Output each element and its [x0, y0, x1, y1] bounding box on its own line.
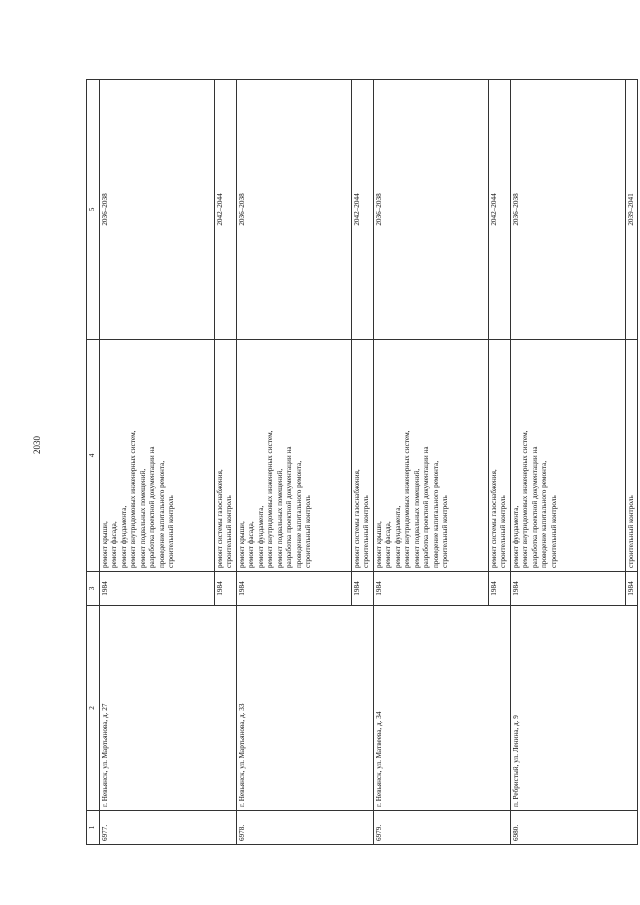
- work-item: ремонт фасада,: [384, 521, 392, 568]
- work-item: ремонт подвальных помещений,: [412, 468, 421, 568]
- works-list: [214, 340, 236, 572]
- work-item: ремонт фундамента,: [119, 505, 128, 568]
- works-list: [625, 340, 638, 572]
- work-item: ремонт крыши,: [237, 521, 246, 568]
- work-item: ремонт системы газоснабжения,: [215, 469, 224, 568]
- build-year: 1984: [625, 572, 638, 606]
- works-list: [488, 340, 510, 572]
- work-item: строительный контроль: [441, 495, 449, 568]
- record-address: п. Ребристый, ул. Ленина, д. 9: [510, 606, 638, 811]
- work-item: разработка проектной документации на: [148, 446, 156, 568]
- work-item: строительный контроль: [626, 495, 635, 568]
- work-item: ремонт фундамента,: [511, 505, 520, 568]
- works-list: [510, 340, 625, 572]
- record-number: 6980.: [510, 811, 638, 845]
- work-item: проведение капитального ремонта,: [540, 460, 548, 568]
- record-number: 6979.: [373, 811, 510, 845]
- work-item: строительный контроль: [167, 495, 175, 568]
- table-header-row: [87, 80, 100, 845]
- works-list: [236, 340, 351, 572]
- repair-schedule-table: [86, 79, 638, 845]
- build-year: 1984: [510, 572, 625, 606]
- table-row: [510, 80, 625, 845]
- work-item: ремонт подвальных помещений,: [138, 468, 147, 568]
- work-item: строительный контроль: [362, 495, 370, 568]
- header-col-5: 5: [87, 80, 100, 340]
- record-address: г. Невьянск, ул. Мартьянова, д. 33: [236, 606, 373, 811]
- table-row: [99, 80, 214, 845]
- document-page: [86, 80, 635, 845]
- work-item: ремонт фасада,: [110, 521, 118, 568]
- header-col-4: 4: [87, 340, 100, 572]
- record-address: г. Невьянск, ул. Мартьянова, д. 27: [99, 606, 236, 811]
- build-year: 1984: [214, 572, 236, 606]
- work-item: проведение капитального ремонта,: [157, 460, 166, 568]
- work-item: разработка проектной документации на: [285, 446, 293, 568]
- header-col-1: 1: [87, 811, 100, 845]
- table-row: [236, 80, 351, 845]
- repair-period: 2039–2041: [625, 80, 638, 340]
- work-item: строительный контроль: [225, 495, 233, 568]
- work-item: ремонт системы газоснабжения,: [489, 469, 498, 568]
- work-item: ремонт внутридомовых инженерных систем,: [266, 430, 274, 568]
- build-year: 1984: [99, 572, 214, 606]
- work-item: ремонт фасада,: [247, 521, 255, 568]
- work-item: строительный контроль: [549, 495, 558, 568]
- build-year: 1984: [488, 572, 510, 606]
- works-list: [351, 340, 373, 572]
- work-item: ремонт фундамента,: [393, 505, 402, 568]
- record-number: 6978.: [236, 811, 373, 845]
- work-item: ремонт подвальных помещений,: [275, 468, 284, 568]
- work-item: ремонт крыши,: [374, 521, 383, 568]
- repair-period: 2036–2038: [236, 80, 351, 340]
- work-item: ремонт крыши,: [100, 521, 109, 568]
- work-item: ремонт внутридомовых инженерных систем,: [403, 430, 411, 568]
- record-number: 6977.: [99, 811, 236, 845]
- work-item: проведение капитального ремонта,: [294, 460, 303, 568]
- build-year: 1984: [351, 572, 373, 606]
- repair-period: 2036–2038: [99, 80, 214, 340]
- work-item: проведение капитального ремонта,: [431, 460, 440, 568]
- work-item: ремонт внутридомовых инженерных систем,: [129, 430, 137, 568]
- table-row: [373, 80, 488, 845]
- page-number: 2030: [32, 436, 42, 454]
- work-item: разработка проектной документации на: [530, 446, 539, 568]
- rotated-table-container: [86, 80, 635, 845]
- repair-period: 2042–2044: [488, 80, 510, 340]
- header-col-2: 2: [87, 606, 100, 811]
- works-list: [373, 340, 488, 572]
- work-item: ремонт системы газоснабжения,: [352, 469, 361, 568]
- build-year: 1984: [373, 572, 488, 606]
- repair-period: 2042–2044: [351, 80, 373, 340]
- repair-period: 2042–2044: [214, 80, 236, 340]
- work-item: строительный контроль: [499, 495, 507, 568]
- work-item: разработка проектной документации на: [422, 446, 430, 568]
- works-list: [99, 340, 214, 572]
- repair-period: 2036–2038: [373, 80, 488, 340]
- build-year: 1984: [236, 572, 351, 606]
- work-item: ремонт фундамента,: [256, 505, 265, 568]
- record-address: г. Невьянск, ул. Матвеева, д. 34: [373, 606, 510, 811]
- work-item: строительный контроль: [304, 495, 312, 568]
- repair-period: 2036–2038: [510, 80, 625, 340]
- work-item: ремонт внутридомовых инженерных систем,: [521, 430, 529, 568]
- header-col-3: 3: [87, 572, 100, 606]
